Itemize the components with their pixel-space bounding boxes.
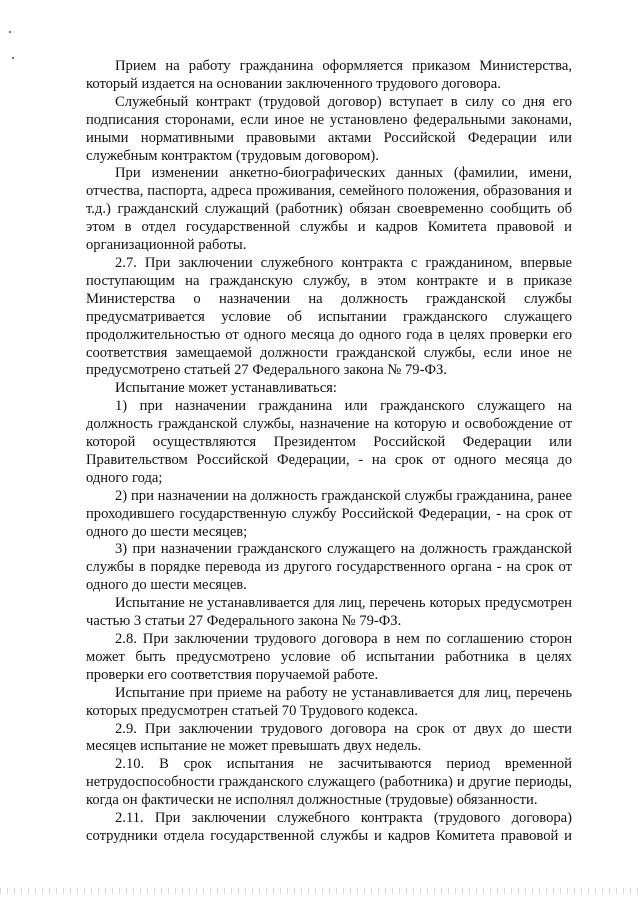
- paragraph: 2.7. При заключении служебного контракта с гражданином, впервые поступающим на гражданскую службу, в этом контракте и в приказе Министерства о назначении на должность гражданской службы предусматривается условие об испытании гражданского служащего продолжительностью от одного месяца до одного года в целях проверки его соответствия замещаемой должности гражданской службы, если иное не предусмотрено статьей 27 Федерального закона № 79-ФЗ.: [86, 254, 572, 379]
- paragraph: Испытание может устанавливаться:: [115, 380, 337, 397]
- paragraph: Служебный контракт (трудовой договор) вступает в силу со дня его подписания сторонами, если иное не установлено федеральными законами, иными нормативными правовыми актами Российской Федерации или служебным контрактом (трудовым договором).: [86, 93, 572, 164]
- paragraph: Испытание при приеме на работу не устанавливается для лиц, перечень которых предусмотрен статьей 70 Трудового кодекса.: [86, 684, 572, 719]
- paragraph: 2.11. При заключении служебного контракта (трудового договора) сотрудники отдела государственной службы и кадров Комитета правовой и: [86, 810, 572, 844]
- paragraph: 2.8. При заключении трудового договора в нем по соглашению сторон может быть предусмотрено условие об испытании работника в целях проверки его соответствия поручаемой работе.: [86, 631, 572, 683]
- paragraph: 2) при назначении на должность гражданской службы гражданина, ранее проходившего государственную службу Российской Федерации, - на срок от одного до шести месяцев;: [86, 487, 572, 540]
- scan-speck: [12, 57, 14, 59]
- scan-noise-strip: [0, 888, 640, 894]
- paragraph: Прием на работу гражданина оформляется приказом Министерства, который издается на основании заключенного трудового договора.: [86, 58, 572, 92]
- document-body: [86, 58, 572, 846]
- paragraph: 2.10. В срок испытания не засчитываются период временной нетрудоспособности гражданского служащего (работника) и другие периоды, когда он фактически не исполнял должностные (трудовые) обязанности.: [86, 756, 572, 809]
- scan-speck: [9, 31, 11, 33]
- paragraph: Испытание не устанавливается для лиц, перечень которых предусмотрен частью 3 статьи 27 Федерального закона № 79-ФЗ.: [86, 595, 572, 630]
- paragraph: При изменении анкетно-биографических данных (фамилии, имени, отчества, паспорта, адреса проживания, семейного положения, образования и т.д.) гражданский служащий (работник) обязан своевременно сообщить об этом в отдел государственной службы и кадров Комитета правовой и организационной работы.: [86, 165, 572, 254]
- paragraph: 2.9. При заключении трудового договора на срок от двух до шести месяцев испытание не может превышать двух недель.: [86, 720, 572, 755]
- paragraph: 1) при назначении гражданина или гражданского служащего на должность гражданской службы, назначение на которую и освобождение от которой осуществляются Президентом Российской Федерации или Правительством Российской Федерации, - на срок от одного месяца до одного года;: [86, 398, 572, 486]
- paragraph: 3) при назначении гражданского служащего на должность гражданской службы в порядке перевода из другого государственного органа - на срок от одного до шести месяцев.: [86, 541, 572, 594]
